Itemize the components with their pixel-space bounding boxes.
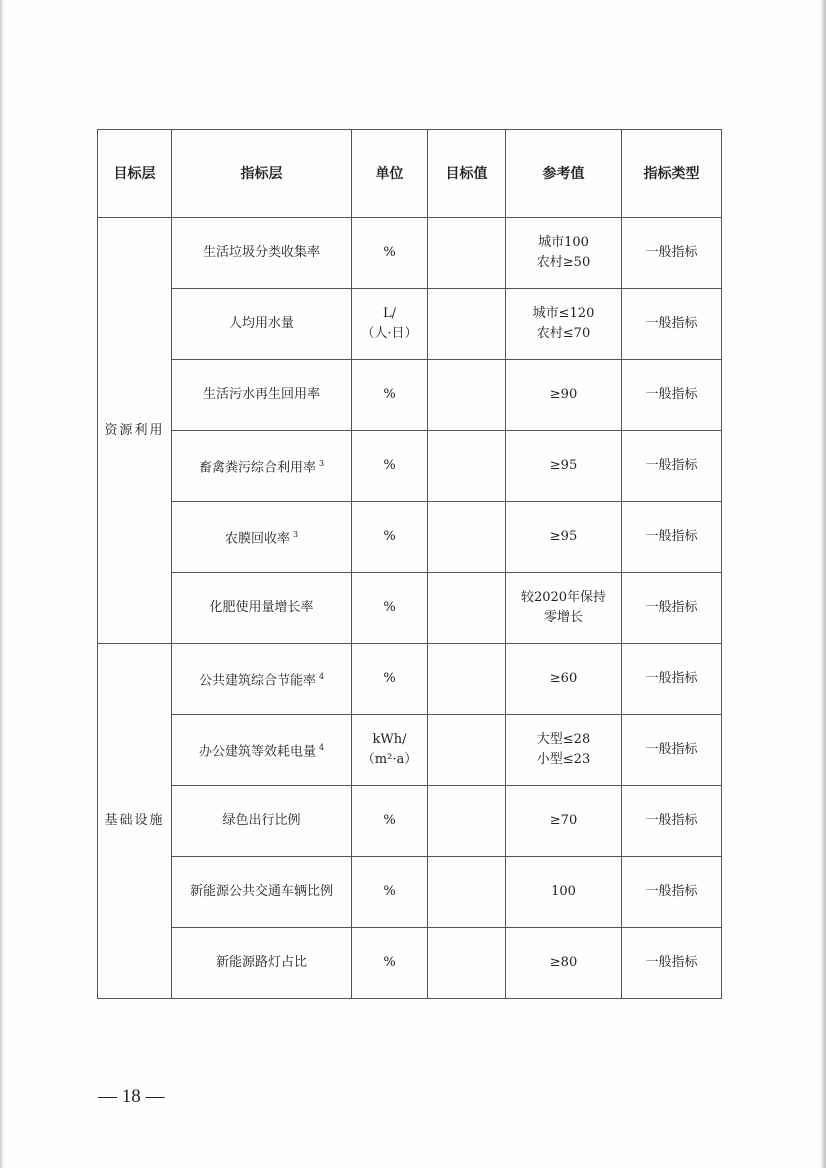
- indicator-type-cell: 一般指标: [622, 715, 722, 786]
- reference-line: ≥95: [549, 529, 578, 544]
- table-row: [98, 360, 722, 431]
- table-row: [98, 857, 722, 928]
- unit-cell: [352, 360, 428, 431]
- indicator-name: 绿色出行比例: [222, 813, 301, 828]
- footnote-marker: 4: [318, 671, 325, 681]
- indicator-type-cell: 一般指标: [622, 928, 722, 999]
- unit-cell: [352, 857, 428, 928]
- target-value-cell: [428, 786, 506, 857]
- indicator-name: 人均用水量: [228, 316, 294, 331]
- table-body: [98, 218, 722, 999]
- reference-line: 零增长: [543, 610, 583, 625]
- indicator-name: 化肥使用量增长率: [209, 600, 314, 615]
- indicator-cell: [172, 360, 352, 431]
- unit-cell: [352, 289, 428, 360]
- table-row: [98, 431, 722, 502]
- target-value-cell: [428, 715, 506, 786]
- indicator-type-cell: 一般指标: [622, 289, 722, 360]
- unit-cell: [352, 431, 428, 502]
- indicator-type-cell: 一般指标: [622, 644, 722, 715]
- reference-value-cell: [506, 218, 622, 289]
- unit-line: %: [383, 884, 396, 899]
- reference-value-cell: [506, 502, 622, 573]
- unit-line: %: [383, 955, 396, 970]
- page-shadow-right: [820, 0, 826, 1168]
- reference-value-cell: [506, 431, 622, 502]
- table-row: [98, 502, 722, 573]
- unit-cell: [352, 218, 428, 289]
- indicator-name: 公共建筑综合节能率: [198, 673, 316, 689]
- indicator-cell: [172, 928, 352, 999]
- indicator-cell: [172, 786, 352, 857]
- unit-cell: [352, 573, 428, 644]
- target-value-cell: [428, 573, 506, 644]
- page-shadow-left: [0, 0, 4, 1168]
- indicator-cell: [172, 644, 352, 715]
- reference-value-cell: [506, 289, 622, 360]
- target-value-cell: [428, 431, 506, 502]
- unit-line: kWh/: [372, 732, 407, 747]
- reference-line: 大型≤28: [536, 732, 591, 747]
- unit-line: %: [383, 245, 396, 260]
- reference-line: 农村≤70: [536, 326, 591, 341]
- unit-line: %: [383, 458, 396, 473]
- indicator-type-cell: 一般指标: [622, 218, 722, 289]
- target-value-cell: [428, 644, 506, 715]
- goal-layer-cell: 基础设施: [98, 644, 172, 999]
- indicator-type-cell: 一般指标: [622, 573, 722, 644]
- reference-value-cell: [506, 786, 622, 857]
- goal-layer-cell: 资源利用: [98, 218, 172, 644]
- table-row: [98, 786, 722, 857]
- table-header-row: [98, 130, 722, 218]
- indicator-name: 新能源公共交通车辆比例: [189, 884, 333, 899]
- unit-line: （人·日）: [361, 326, 418, 341]
- indicator-type-cell: 一般指标: [622, 431, 722, 502]
- target-value-cell: [428, 289, 506, 360]
- page-number: — 18 —: [98, 1086, 165, 1107]
- indicator-cell: [172, 573, 352, 644]
- indicator-cell: [172, 431, 352, 502]
- indicator-name: 生活污水再生回用率: [202, 387, 320, 402]
- indicator-name: 农膜回收率: [224, 531, 290, 547]
- target-value-cell: [428, 360, 506, 431]
- column-header: 目标层: [98, 130, 172, 218]
- column-header: 参考值: [506, 130, 622, 218]
- reference-line: ≥80: [549, 955, 578, 970]
- unit-cell: [352, 786, 428, 857]
- indicator-cell: [172, 715, 352, 786]
- reference-line: 小型≤23: [536, 752, 591, 767]
- unit-line: L/: [382, 306, 396, 321]
- reference-value-cell: [506, 644, 622, 715]
- column-header: 单位: [352, 130, 428, 218]
- indicator-type-cell: 一般指标: [622, 360, 722, 431]
- indicator-type-cell: 一般指标: [622, 857, 722, 928]
- reference-line: 城市≤120: [532, 306, 595, 321]
- target-value-cell: [428, 857, 506, 928]
- reference-line: ≥95: [549, 458, 578, 473]
- footnote-marker: 4: [318, 742, 325, 752]
- target-value-cell: [428, 928, 506, 999]
- reference-line: 城市100: [538, 235, 589, 250]
- indicator-type-cell: 一般指标: [622, 786, 722, 857]
- unit-line: %: [383, 600, 396, 615]
- table-row: [98, 928, 722, 999]
- unit-cell: [352, 715, 428, 786]
- indicator-cell: [172, 502, 352, 573]
- unit-line: %: [383, 387, 396, 402]
- reference-value-cell: [506, 573, 622, 644]
- unit-cell: [352, 502, 428, 573]
- unit-cell: [352, 644, 428, 715]
- reference-value-cell: [506, 928, 622, 999]
- table-row: [98, 289, 722, 360]
- reference-value-cell: [506, 715, 622, 786]
- column-header: 指标层: [172, 130, 352, 218]
- table-row: [98, 715, 722, 786]
- indicator-type-cell: 一般指标: [622, 502, 722, 573]
- reference-line: ≥90: [549, 387, 578, 402]
- table-row: [98, 573, 722, 644]
- reference-line: 农村≥50: [536, 255, 591, 270]
- column-header: 指标类型: [622, 130, 722, 218]
- footnote-marker: 3: [292, 529, 299, 539]
- reference-line: 100: [551, 884, 576, 899]
- unit-cell: [352, 928, 428, 999]
- reference-line: ≥60: [549, 671, 578, 686]
- table-row: [98, 218, 722, 289]
- reference-line: 较2020年保持: [520, 590, 607, 605]
- column-header: 目标值: [428, 130, 506, 218]
- indicator-name: 畜禽粪污综合利用率: [198, 460, 316, 476]
- unit-line: %: [383, 813, 396, 828]
- table-row: [98, 644, 722, 715]
- reference-line: ≥70: [549, 813, 578, 828]
- indicator-cell: [172, 218, 352, 289]
- indicator-name: 生活垃圾分类收集率: [202, 245, 320, 260]
- indicator-cell: [172, 857, 352, 928]
- target-value-cell: [428, 502, 506, 573]
- reference-value-cell: [506, 360, 622, 431]
- unit-line: %: [383, 529, 396, 544]
- indicator-table: [97, 129, 722, 999]
- footnote-marker: 3: [318, 458, 325, 468]
- unit-line: %: [383, 671, 396, 686]
- indicator-cell: [172, 289, 352, 360]
- reference-value-cell: [506, 857, 622, 928]
- unit-line: （m²·a）: [361, 752, 418, 767]
- target-value-cell: [428, 218, 506, 289]
- indicator-name: 办公建筑等效耗电量: [198, 744, 316, 760]
- indicator-name: 新能源路灯占比: [215, 955, 307, 970]
